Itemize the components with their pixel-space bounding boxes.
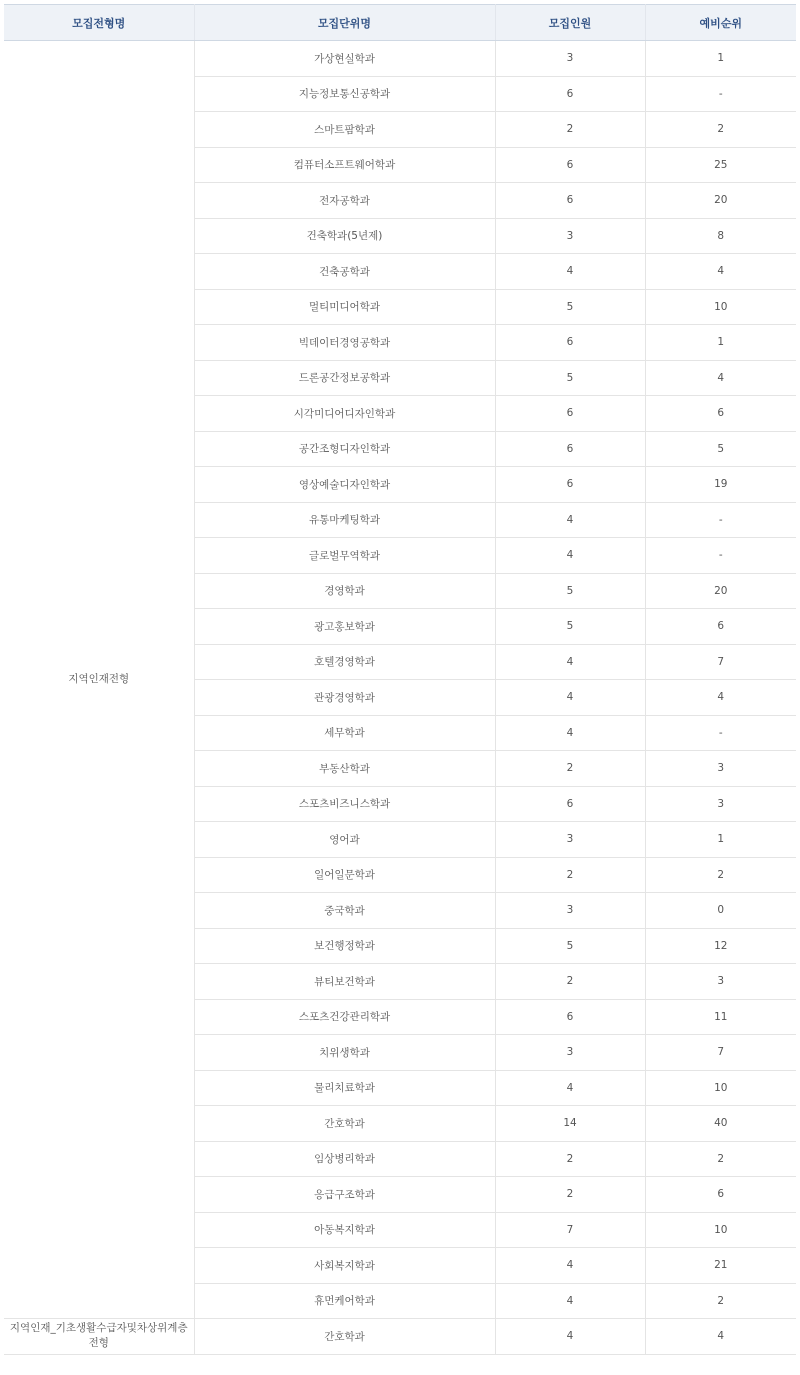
quota-cell: 6 (495, 76, 645, 112)
quota-cell: 6 (495, 431, 645, 467)
waitlist-rank-cell: 5 (645, 431, 796, 467)
waitlist-rank-cell: 10 (645, 1070, 796, 1106)
department-cell: 지능정보통신공학과 (194, 76, 495, 112)
department-cell: 간호학과 (194, 1319, 495, 1355)
department-cell: 스포츠건강관리학과 (194, 999, 495, 1035)
header-department: 모집단위명 (194, 5, 495, 41)
waitlist-rank-cell: 7 (645, 644, 796, 680)
department-cell: 물리치료학과 (194, 1070, 495, 1106)
quota-cell: 5 (495, 360, 645, 396)
waitlist-rank-cell: 0 (645, 893, 796, 929)
quota-cell: 6 (495, 325, 645, 361)
waitlist-rank-cell: - (645, 538, 796, 574)
quota-cell: 4 (495, 680, 645, 716)
department-cell: 보건행정학과 (194, 928, 495, 964)
admission-results-table (4, 4, 796, 1355)
waitlist-rank-cell: 20 (645, 183, 796, 219)
waitlist-rank-cell: 1 (645, 325, 796, 361)
department-cell: 세무학과 (194, 715, 495, 751)
department-cell: 영상예술디자인학과 (194, 467, 495, 503)
waitlist-rank-cell: 4 (645, 360, 796, 396)
quota-cell: 6 (495, 147, 645, 183)
waitlist-rank-cell: 3 (645, 786, 796, 822)
quota-cell: 14 (495, 1106, 645, 1142)
department-cell: 아동복지학과 (194, 1212, 495, 1248)
waitlist-rank-cell: 25 (645, 147, 796, 183)
department-cell: 사회복지학과 (194, 1248, 495, 1284)
quota-cell: 4 (495, 1248, 645, 1284)
waitlist-rank-cell: - (645, 502, 796, 538)
department-cell: 스마트팜학과 (194, 112, 495, 148)
department-cell: 간호학과 (194, 1106, 495, 1142)
department-cell: 부동산학과 (194, 751, 495, 787)
waitlist-rank-cell: 7 (645, 1035, 796, 1071)
department-cell: 뷰티보건학과 (194, 964, 495, 1000)
waitlist-rank-cell: 1 (645, 822, 796, 858)
waitlist-rank-cell: 6 (645, 609, 796, 645)
waitlist-rank-cell: 19 (645, 467, 796, 503)
department-cell: 휴먼케어학과 (194, 1283, 495, 1319)
waitlist-rank-cell: 6 (645, 1177, 796, 1213)
quota-cell: 4 (495, 644, 645, 680)
waitlist-rank-cell: - (645, 76, 796, 112)
quota-cell: 2 (495, 1141, 645, 1177)
waitlist-rank-cell: 40 (645, 1106, 796, 1142)
waitlist-rank-cell: 3 (645, 964, 796, 1000)
department-cell: 컴퓨터소프트웨어학과 (194, 147, 495, 183)
quota-cell: 4 (495, 715, 645, 751)
waitlist-rank-cell: 12 (645, 928, 796, 964)
waitlist-rank-cell: 8 (645, 218, 796, 254)
department-cell: 스포츠비즈니스학과 (194, 786, 495, 822)
department-cell: 글로벌무역학과 (194, 538, 495, 574)
header-waitlist-rank: 예비순위 (645, 5, 796, 41)
department-cell: 유통마케팅학과 (194, 502, 495, 538)
admission-type-cell: 지역인재전형 (4, 41, 194, 1319)
quota-cell: 4 (495, 538, 645, 574)
header-admission-type: 모집전형명 (4, 5, 194, 41)
quota-cell: 6 (495, 467, 645, 503)
quota-cell: 3 (495, 822, 645, 858)
quota-cell: 2 (495, 112, 645, 148)
department-cell: 드론공간정보공학과 (194, 360, 495, 396)
department-cell: 멀티미디어학과 (194, 289, 495, 325)
department-cell: 일어일문학과 (194, 857, 495, 893)
quota-cell: 4 (495, 1070, 645, 1106)
quota-cell: 2 (495, 1177, 645, 1213)
quota-cell: 5 (495, 573, 645, 609)
table-row (4, 41, 796, 77)
waitlist-rank-cell: - (645, 715, 796, 751)
waitlist-rank-cell: 11 (645, 999, 796, 1035)
department-cell: 전자공학과 (194, 183, 495, 219)
department-cell: 공간조형디자인학과 (194, 431, 495, 467)
quota-cell: 5 (495, 609, 645, 645)
waitlist-rank-cell: 4 (645, 254, 796, 290)
department-cell: 영어과 (194, 822, 495, 858)
quota-cell: 6 (495, 999, 645, 1035)
admission-type-cell: 지역인재_기초생활수급자및차상위계층전형 (4, 1319, 194, 1355)
waitlist-rank-cell: 2 (645, 1141, 796, 1177)
department-cell: 광고홍보학과 (194, 609, 495, 645)
table-body (4, 41, 796, 1355)
waitlist-rank-cell: 4 (645, 1319, 796, 1355)
header-row (4, 5, 796, 41)
waitlist-rank-cell: 3 (645, 751, 796, 787)
department-cell: 관광경영학과 (194, 680, 495, 716)
waitlist-rank-cell: 10 (645, 289, 796, 325)
waitlist-rank-cell: 2 (645, 1283, 796, 1319)
department-cell: 건축공학과 (194, 254, 495, 290)
quota-cell: 4 (495, 1283, 645, 1319)
department-cell: 호텔경영학과 (194, 644, 495, 680)
department-cell: 건축학과(5년제) (194, 218, 495, 254)
quota-cell: 3 (495, 1035, 645, 1071)
department-cell: 경영학과 (194, 573, 495, 609)
quota-cell: 2 (495, 751, 645, 787)
quota-cell: 4 (495, 502, 645, 538)
department-cell: 중국학과 (194, 893, 495, 929)
quota-cell: 6 (495, 786, 645, 822)
waitlist-rank-cell: 4 (645, 680, 796, 716)
table-row (4, 1319, 796, 1355)
quota-cell: 6 (495, 396, 645, 432)
department-cell: 임상병리학과 (194, 1141, 495, 1177)
waitlist-rank-cell: 10 (645, 1212, 796, 1248)
department-cell: 치위생학과 (194, 1035, 495, 1071)
admission-table-container (4, 4, 796, 1355)
quota-cell: 2 (495, 964, 645, 1000)
quota-cell: 2 (495, 857, 645, 893)
quota-cell: 4 (495, 1319, 645, 1355)
waitlist-rank-cell: 1 (645, 41, 796, 77)
waitlist-rank-cell: 20 (645, 573, 796, 609)
department-cell: 응급구조학과 (194, 1177, 495, 1213)
waitlist-rank-cell: 2 (645, 112, 796, 148)
waitlist-rank-cell: 2 (645, 857, 796, 893)
header-quota: 모집인원 (495, 5, 645, 41)
table-header (4, 5, 796, 41)
department-cell: 가상현실학과 (194, 41, 495, 77)
waitlist-rank-cell: 21 (645, 1248, 796, 1284)
waitlist-rank-cell: 6 (645, 396, 796, 432)
quota-cell: 7 (495, 1212, 645, 1248)
quota-cell: 6 (495, 183, 645, 219)
department-cell: 시각미디어디자인학과 (194, 396, 495, 432)
quota-cell: 5 (495, 289, 645, 325)
quota-cell: 3 (495, 218, 645, 254)
quota-cell: 5 (495, 928, 645, 964)
department-cell: 빅데이터경영공학과 (194, 325, 495, 361)
quota-cell: 3 (495, 41, 645, 77)
quota-cell: 3 (495, 893, 645, 929)
quota-cell: 4 (495, 254, 645, 290)
